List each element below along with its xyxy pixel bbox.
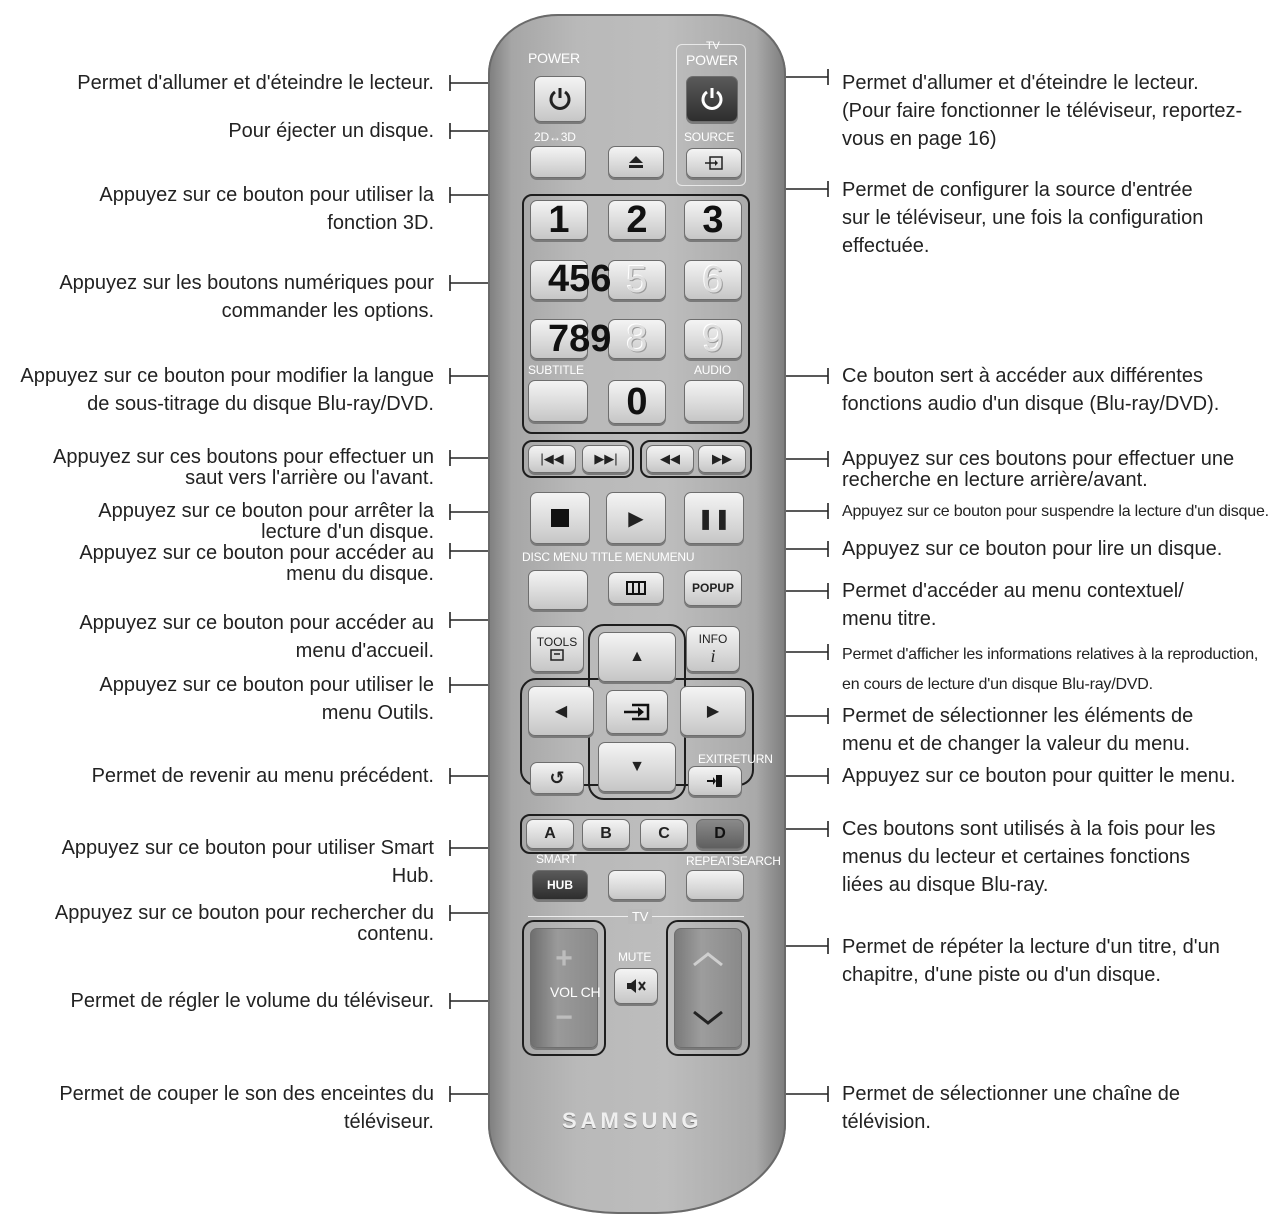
annotation-tools: Appuyez sur ce bouton pour utiliser le menu Outils. [99, 674, 434, 724]
tv-section-label: TV [628, 909, 652, 924]
audio-label: AUDIO [694, 363, 732, 377]
annotation-stop: Appuyez sur ce bouton pour arrêter la lecture d'un disque. [98, 500, 434, 543]
color-b-button[interactable] [582, 819, 630, 849]
annotation-numeric: Appuyez sur les boutons numériques pour commander les options. [59, 272, 434, 322]
fast-forward-icon: ▶▶ [712, 451, 732, 466]
remote-control [488, 14, 786, 1214]
annotation-exit: Appuyez sur ce bouton pour quitter le menu. [842, 765, 1236, 787]
rewind-icon: ◀◀ [660, 451, 680, 466]
arrow-left-button[interactable] [528, 686, 594, 736]
mode-3d-label: 2D↔3D [534, 130, 576, 144]
annotation-subtitle: Appuyez sur ce bouton pour modifier la langue de sous-titrage du disque Blu-ray/DVD. [20, 365, 434, 415]
plus-icon: + [555, 941, 573, 975]
enter-icon [622, 701, 652, 723]
tv-power-label: POWER [686, 52, 738, 68]
power-icon [547, 86, 573, 112]
subtitle-label: SUBTITLE [528, 363, 584, 377]
tools-icon [549, 649, 565, 663]
home-button[interactable] [608, 572, 664, 604]
brand-logo: SAMSUNG [562, 1108, 703, 1133]
exit-button[interactable] [688, 766, 742, 796]
digit-0-button[interactable] [608, 380, 666, 424]
source-label: SOURCE [684, 130, 735, 144]
repeat-button[interactable] [608, 870, 666, 900]
stop-button[interactable] [530, 492, 590, 544]
source-icon [705, 156, 723, 170]
annotation-home: Appuyez sur ce bouton pour accéder au menu d'accueil. [79, 612, 434, 662]
skip-back-icon: |◀◀ [540, 451, 564, 466]
skip-forward-button[interactable] [582, 445, 630, 473]
disc-menu-button[interactable] [528, 570, 588, 610]
arrow-down-icon: ▼ [629, 758, 645, 775]
pause-button[interactable] [684, 492, 744, 544]
annotation-return: Permet de revenir au menu précédent. [91, 765, 434, 787]
search-button[interactable] [686, 870, 744, 900]
popup-button[interactable] [684, 570, 742, 606]
arrow-up-button[interactable] [598, 632, 676, 682]
tools-label: TOOLS [536, 635, 578, 649]
info-label: INFO [698, 631, 728, 646]
disc-menu-row-label: DISC MENU TITLE MENUMENU [522, 550, 695, 564]
chevron-up-icon [692, 951, 724, 967]
annotation-audio: Ce bouton sert à accéder aux différentes fonctions audio d'un disque (Blu-ray/DVD). [842, 365, 1220, 415]
info-icon: i [710, 645, 716, 666]
digit-9: 9 [702, 317, 724, 360]
color-d-button[interactable] [696, 819, 744, 849]
digit-2-button[interactable] [608, 200, 666, 240]
arrow-right-button[interactable] [680, 686, 746, 736]
annotation-search: Appuyez sur ce bouton pour rechercher du contenu. [54, 902, 434, 945]
home-icon [626, 581, 646, 595]
arrow-up-icon: ▲ [629, 648, 645, 665]
annotation-volume: Permet de régler le volume du téléviseur. [70, 990, 434, 1012]
subtitle-button[interactable] [528, 380, 588, 422]
annotation-pause: Appuyez sur ce bouton pour suspendre la lecture d'un disque. [842, 503, 1269, 520]
popup-label: POPUP [691, 581, 734, 595]
power-icon [699, 86, 725, 112]
tv-label-top: TV [706, 40, 720, 52]
arrow-left-icon: ◀ [554, 703, 568, 720]
source-button[interactable] [686, 148, 742, 178]
color-c-button[interactable] [640, 819, 688, 849]
annotation-tv-power: Permet d'allumer et d'éteindre le lecteur. (Pour faire fonctionner le téléviseur, reportez- vous en page 16) [842, 72, 1243, 150]
annotation-power: Permet d'allumer et d'éteindre le lecteur. [77, 72, 434, 94]
digit-9-button[interactable] [684, 319, 742, 359]
annotation-channel: Permet de sélectionner une chaîne de télévision. [842, 1083, 1180, 1133]
rewind-button[interactable] [646, 445, 694, 473]
annotation-nav: Permet de sélectionner les éléments de menu et de changer la valeur du menu. [842, 705, 1194, 755]
color-b-label: B [600, 825, 612, 842]
enter-button[interactable] [606, 690, 668, 734]
digit-1: 1 [548, 198, 570, 241]
digit-8-button[interactable] [608, 319, 666, 359]
annotation-search-fwd: Appuyez sur ces boutons pour effectuer une recherche en lecture arrière/avant. [842, 448, 1235, 491]
exit-return-label: EXITRETURN [698, 752, 773, 766]
annotation-mute: Permet de couper le son des enceintes du téléviseur. [59, 1083, 434, 1133]
channel-rocker[interactable] [674, 928, 742, 1048]
mode-3d-button[interactable] [530, 146, 586, 178]
color-c-label: C [658, 825, 670, 842]
color-a-label: A [544, 825, 556, 842]
digit-6: 6 [702, 258, 724, 301]
minus-icon: − [555, 1000, 573, 1034]
annotation-color: Ces boutons sont utilisés à la fois pour les menus du lecteur et certaines fonctions liées au disque Blu-ray. [842, 818, 1216, 896]
exit-icon [707, 774, 723, 788]
play-button[interactable] [606, 492, 666, 544]
digit-8: 8 [626, 317, 648, 360]
color-d-label: D [714, 825, 726, 842]
annotation-info: Permet d'afficher les informations relatives à la reproduction, en cours de lecture d'un disque Blu-ray/DVD. [842, 646, 1259, 693]
digit-1-button[interactable] [530, 200, 588, 240]
mute-button[interactable] [614, 968, 658, 1004]
skip-back-button[interactable] [528, 445, 576, 473]
digit-3-button[interactable] [684, 200, 742, 240]
return-icon: ↺ [549, 767, 565, 788]
digit-0: 0 [626, 380, 648, 423]
power-label: POWER [528, 50, 580, 66]
mute-icon [625, 977, 647, 995]
digit-6-button[interactable] [684, 260, 742, 300]
stop-icon [551, 509, 569, 527]
digit-2: 2 [626, 198, 648, 241]
annotation-source: Permet de configurer la source d'entrée sur le téléviseur, une fois la configuration effectuée. [842, 179, 1204, 257]
annotation-popup: Permet d'accéder au menu contextuel/ menu titre. [842, 580, 1184, 630]
chevron-down-icon [692, 1010, 724, 1026]
eject-icon [629, 156, 643, 168]
info-button[interactable] [686, 626, 740, 672]
digits-456-text: 456 [548, 258, 612, 300]
annotation-smart-hub: Appuyez sur ce bouton pour utiliser Smart Hub. [61, 837, 434, 887]
annotation-skip: Appuyez sur ces boutons pour effectuer un saut vers l'arrière ou l'avant. [53, 446, 434, 489]
arrow-down-button[interactable] [598, 742, 676, 792]
digits-789-text: 789 [548, 318, 612, 360]
power-button[interactable] [534, 76, 586, 122]
digit-3: 3 [702, 198, 724, 241]
color-a-button[interactable] [526, 819, 574, 849]
hub-label: HUB [547, 878, 573, 892]
annotation-3d: Appuyez sur ce bouton pour utiliser la fonction 3D. [99, 184, 434, 234]
eject-button[interactable] [608, 146, 664, 178]
annotation-eject: Pour éjecter un disque. [228, 120, 434, 142]
digit-5: 5 [626, 258, 648, 301]
pause-icon: ❚❚ [697, 507, 731, 530]
return-button[interactable] [530, 762, 584, 794]
vol-ch-label: VOL CH [550, 984, 601, 1000]
annotation-disc-menu: Appuyez sur ce bouton pour accéder au menu du disque. [79, 542, 434, 585]
fast-forward-button[interactable] [698, 445, 746, 473]
mute-label: MUTE [618, 950, 652, 964]
repeat-search-label: REPEATSEARCH [686, 854, 781, 868]
tv-power-button[interactable] [686, 76, 738, 122]
arrow-right-icon: ▶ [706, 703, 720, 720]
smart-label: SMART [536, 852, 577, 866]
tools-button[interactable] [530, 626, 584, 672]
smart-hub-button[interactable] [532, 870, 588, 900]
annotation-repeat: Permet de répéter la lecture d'un titre, d'un chapitre, d'une piste ou d'un disque. [842, 936, 1220, 986]
digit-5-button[interactable] [608, 260, 666, 300]
skip-forward-icon: ▶▶| [594, 451, 618, 466]
annotation-play: Appuyez sur ce bouton pour lire un disque. [842, 538, 1223, 560]
play-icon: ▶ [628, 507, 644, 530]
audio-button[interactable] [684, 380, 744, 422]
